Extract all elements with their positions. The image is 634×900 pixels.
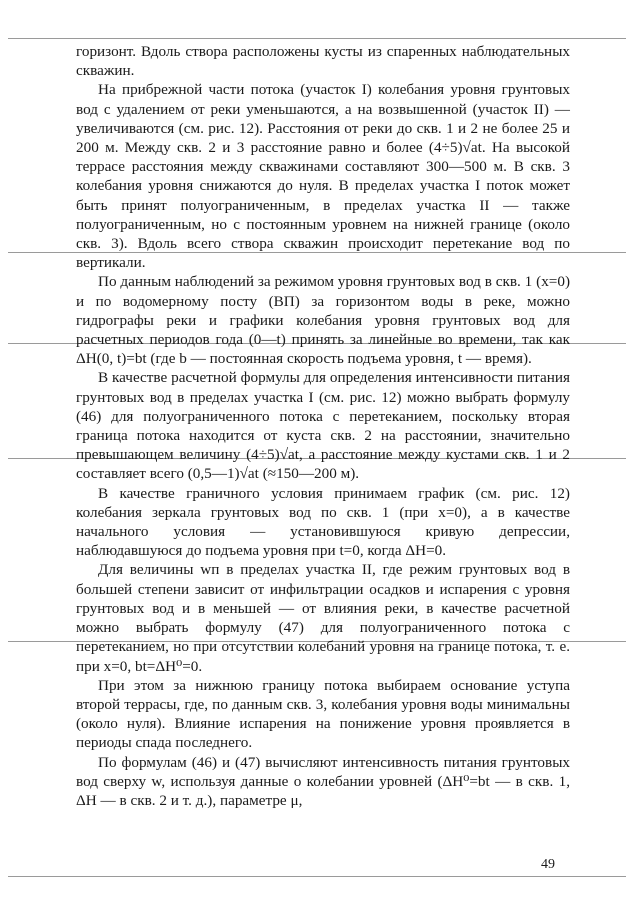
paragraph-5: В качестве граничного условия принимаем график (см. рис. 12) колебания зеркала грунтовых вод по скв. 1 (при x=0), а в качестве начального условия — установившуюся кривую депрессии, наблюдавшуюся до подъема уровня при t=0, когда ΔH=0. xyxy=(76,484,570,560)
page-body xyxy=(76,42,570,810)
paragraph-1: горизонт. Вдоль створа расположены кусты из спаренных наблюдательных скважин. xyxy=(76,43,570,80)
scan-line-top xyxy=(8,38,626,39)
page-number: 49 xyxy=(541,857,555,872)
paragraph-8: По формулам (46) и (47) вычисляют интенсивность питания грунтовых вод сверху w, используя данные о колебании уровней (ΔH⁰=bt — в скв. 1, ΔH — в скв. 2 и т. д.), параметре μ, xyxy=(76,753,570,809)
paragraph-4: В качестве расчетной формулы для определения интенсивности питания грунтовых вод в пределах участка I (см. рис. 12) можно выбрать формулу (46) для полуограниченного потока с перетеканием, поскольку вторая граница потока находится от куста скв. 2 на расстоянии, значительно превышающем величину (4÷5)√at, а расстояние между кустами скв. 1 и 2 составляет всего (0,5—1)√at (≈150—200 м). xyxy=(76,369,570,483)
paragraph-3: По данным наблюдений за режимом уровня грунтовых вод в скв. 1 (x=0) и по водомерному посту (ВП) за горизонтом воды в реке, можно гидрографы реки и графики колебания уровня грунтовых вод для расчетных периодов года (0—t) принять за линейные во времени, так как ΔH(0, t)=bt (где b — постоянная скорость подъема уровня, t — время). xyxy=(76,273,570,368)
scan-line-5 xyxy=(8,876,626,877)
paragraph-2: На прибрежной части потока (участок I) колебания уровня грунтовых вод с удалением от реки уменьшаются, а на возвышенной (участок II) — увеличиваются (см. рис. 12). Расстояния от реки до скв. 1 и 2 не более 25 и 200 м. Между скв. 2 и 3 расстояние равно и более (4÷5)√at. На высокой террасе расстояния между скважинами составляют 300—500 м. В скв. 3 колебания уровня снижаются до нуля. В пределах участка I поток может быть принят полуограниченным, в пределах участка II — также полуограниченным, но с постоянным уровнем на нижней границе (около скв. 3). Вдоль всего створа скважин происходит перетекание вод по вертикали. xyxy=(76,81,570,272)
paragraph-7: При этом за нижнюю границу потока выбираем основание уступа второй террасы, где, по данным скв. 3, колебания уровня воды минимальны (около нуля). Влияние испарения на понижение уровня проявляется в периоды спада последнего. xyxy=(76,676,570,752)
paragraph-6: Для величины wп в пределах участка II, где режим грунтовых вод в большей степени зависит от инфильтрации осадков и испарения с уровня грунтовых вод и в меньшей — от влияния реки, в качестве расчетной можно выбрать формулу (47) для полуограниченного потока с перетеканием, но при отсутствии колебаний уровня на границе потока, т. е. при x=0, bt=ΔH⁰=0. xyxy=(76,561,570,675)
